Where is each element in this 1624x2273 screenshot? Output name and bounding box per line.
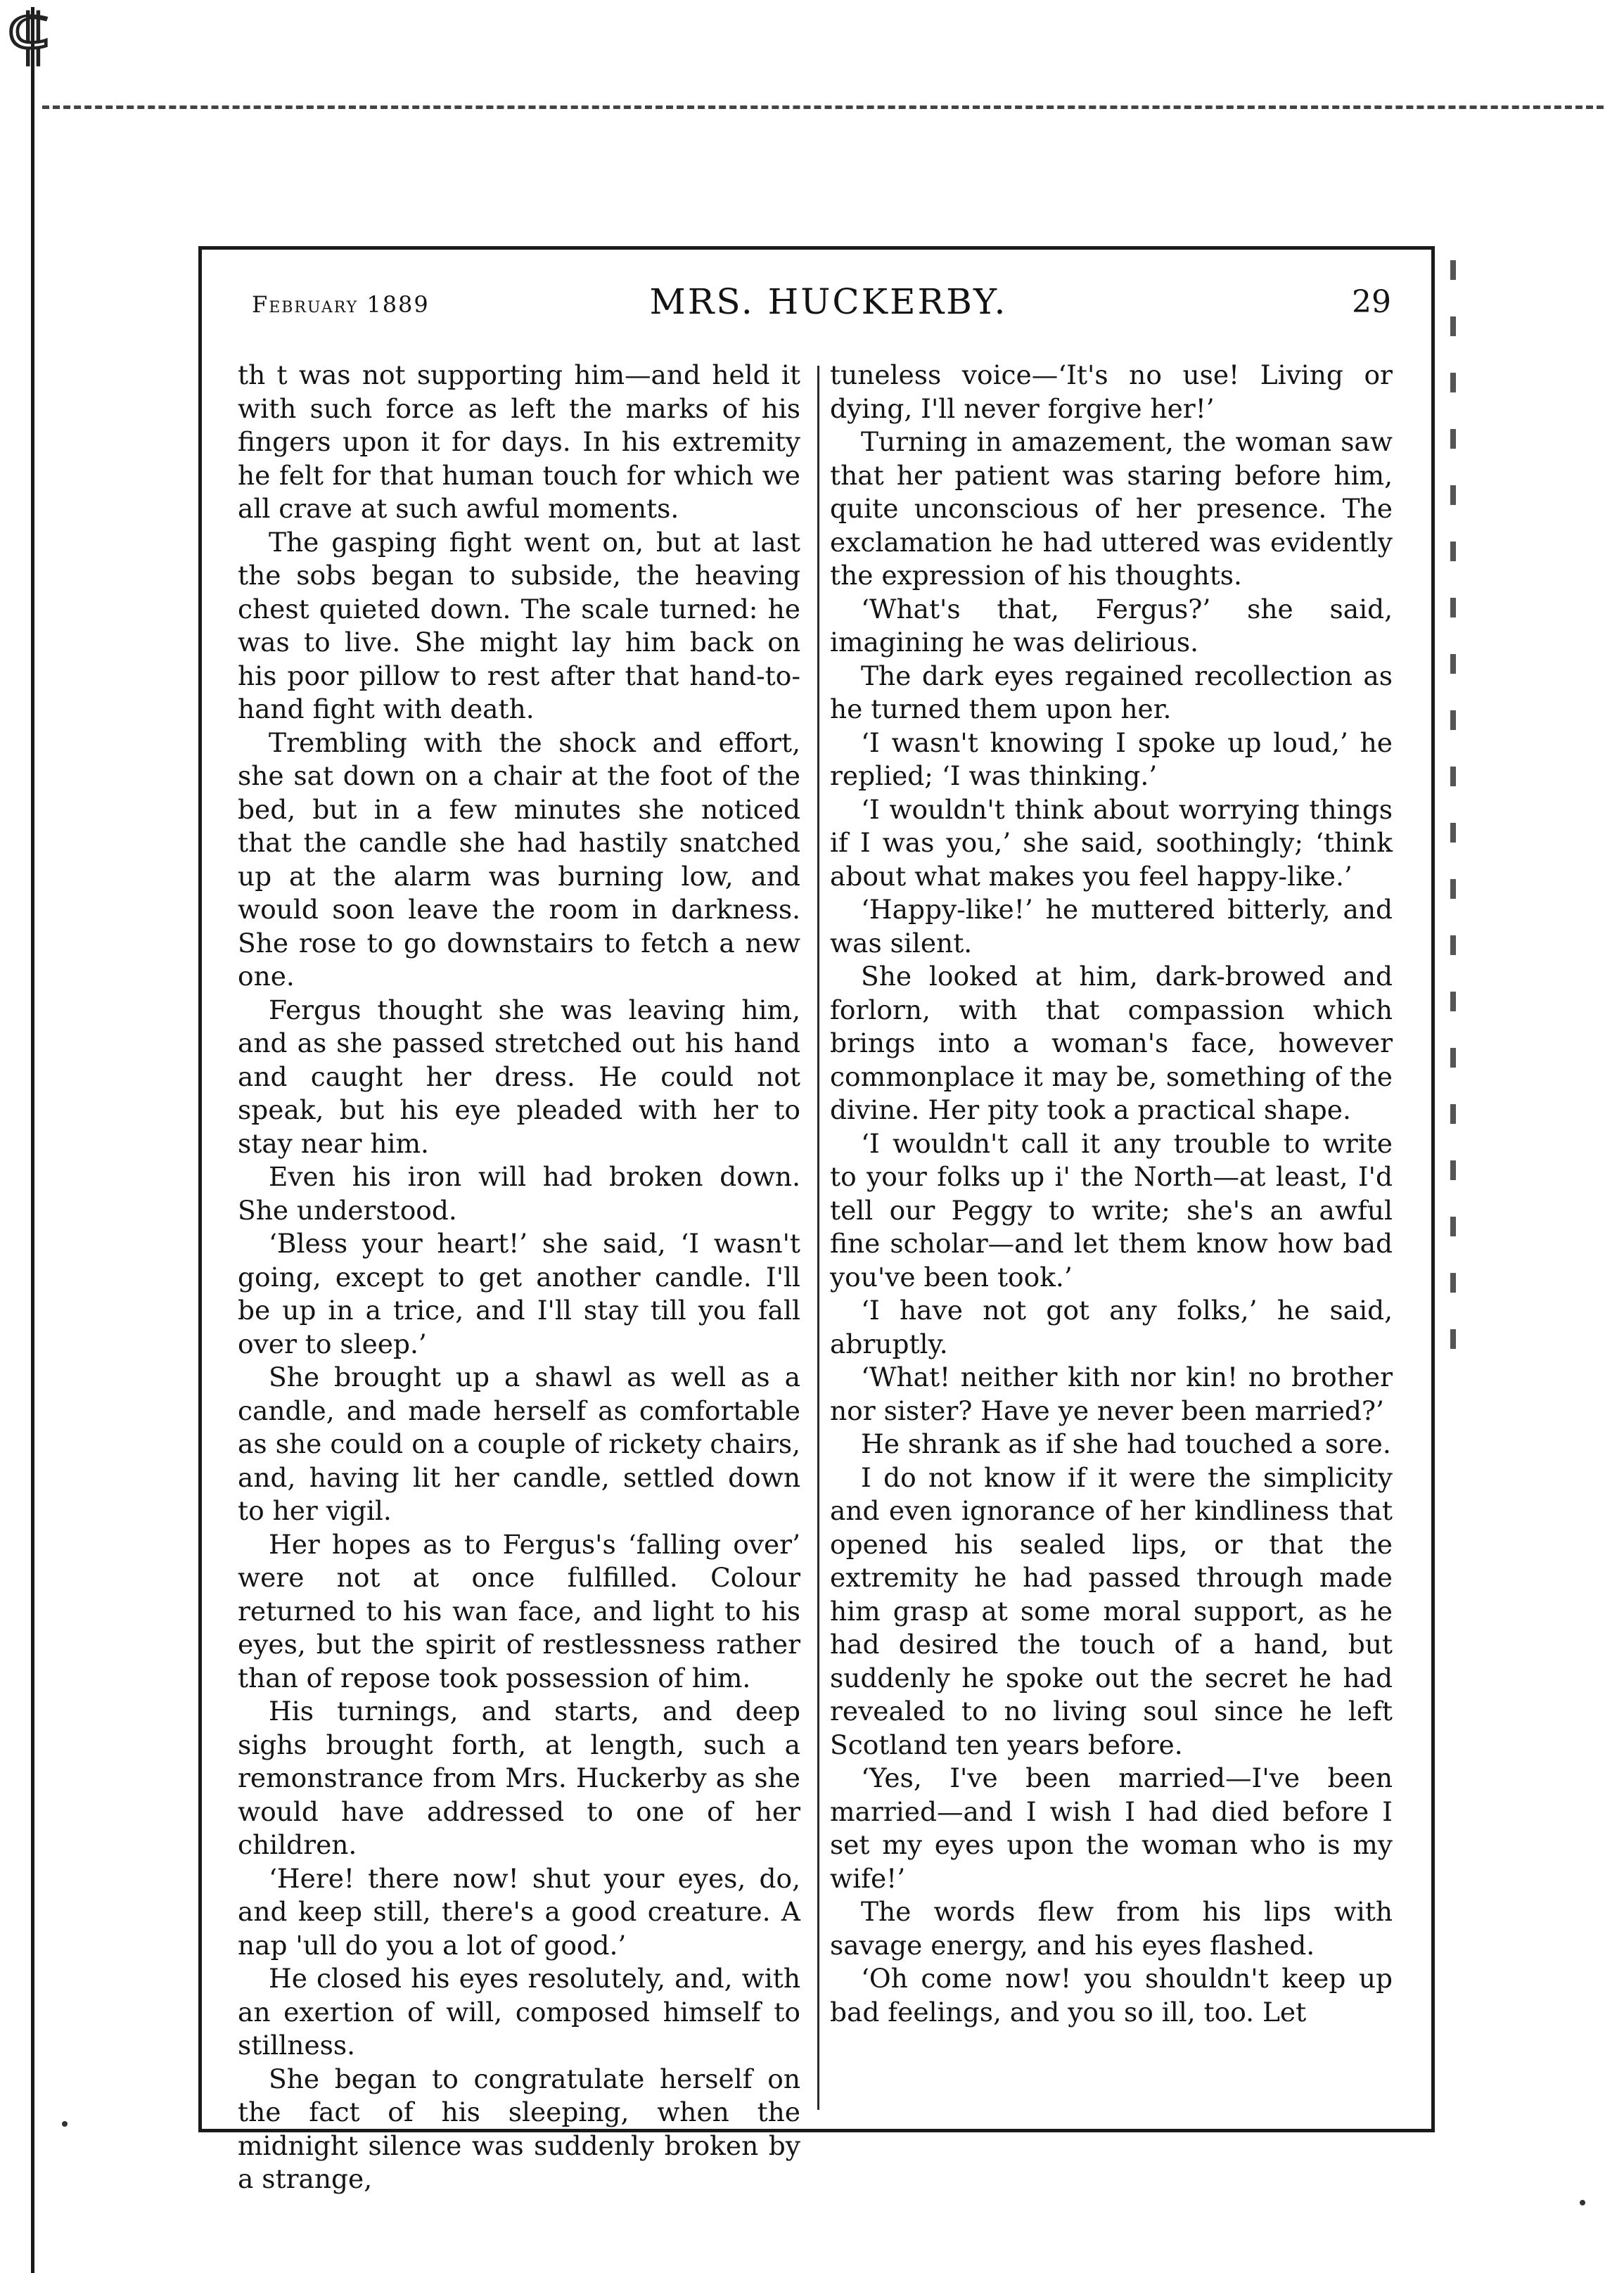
paragraph: ‘What! neither kith nor kin! no brother nor sister? Have ye never been married?’ bbox=[830, 1362, 1393, 1426]
column-divider bbox=[817, 366, 819, 2110]
paragraph: ‘I wouldn't call it any trouble to write to your folks up i' the North—at least, I'd tell our Peggy to write; she's an awful fine scholar—and let them know how bad you've been took.’ bbox=[830, 1127, 1393, 1293]
paragraph: ‘I wouldn't think about worrying things if I was you,’ she said, soothingly; ‘think about what makes you feel happy-like.’ bbox=[830, 793, 1393, 892]
paragraph: His turnings, and starts, and deep sighs brought forth, at length, such a remonstrance from Mrs. Huckerby as she would have addressed to one of her children. bbox=[238, 1696, 800, 1860]
paragraph: She looked at him, dark-browed and forlorn, with that compassion which brings into a woman's face, however commonplace it may be, something of the divine. Her pity took a practical shape. bbox=[830, 961, 1393, 1125]
paragraph: The words flew from his lips with savage energy, and his eyes flashed. bbox=[830, 1896, 1393, 1961]
paragraph: ‘I have not got any folks,’ he said, abruptly. bbox=[830, 1295, 1393, 1359]
paragraph: She brought up a shawl as well as a candle, and made herself as comfortable as she could on a couple of rickety chairs, and, having lit her candle, settled down to her vigil. bbox=[238, 1362, 800, 1526]
scan-speck bbox=[62, 2121, 68, 2127]
paragraph: ‘Here! there now! shut your eyes, do, and keep still, there's a good creature. A nap 'ull do you a lot of good.’ bbox=[238, 1862, 800, 1961]
paragraph: He shrank as if she had touched a sore. bbox=[861, 1428, 1391, 1459]
paragraph: ‘Yes, I've been married—I've been married—and I wish I had died before I set my eyes upon the woman who is my wife!’ bbox=[830, 1762, 1393, 1894]
paragraph: The dark eyes regained recollection as he turned them upon her. bbox=[830, 660, 1393, 724]
header-title: MRS. HUCKERBY. bbox=[649, 281, 1008, 322]
running-header bbox=[252, 281, 1405, 331]
scan-edge-rule bbox=[31, 7, 34, 2273]
header-date: February 1889 bbox=[252, 291, 430, 318]
paragraph: Turning in amazement, the woman saw that her patient was staring before him, quite unconscious of her presence. The exclamation he had uttered was evidently the expression of his thoughts. bbox=[830, 426, 1393, 591]
paragraph: Her hopes as to Fergus's ‘falling over’ were not at once fulfilled. Colour returned to his wan face, and light to his eyes, but the spirit of restlessness rather than of repose took possession of him. bbox=[238, 1528, 800, 1693]
paragraph: Even his iron will had broken down. She understood. bbox=[238, 1161, 800, 1226]
paragraph: He closed his eyes resolutely, and, with an exertion of will, composed himself to stillness. bbox=[238, 1963, 800, 2061]
paragraph: Trembling with the shock and effort, she sat down on a chair at the foot of the bed, but in a few minutes she noticed that the candle she had hastily snatched up at the alarm was burning low, and would soon leave the room in darkness. She rose to go downstairs to fetch a new one. bbox=[238, 726, 800, 992]
scan-right-margin-marks bbox=[1450, 260, 1456, 1357]
scan-speck bbox=[1580, 2200, 1585, 2205]
paragraph: Fergus thought she was leaving him, and as she passed stretched out his hand and caught her dress. He could not speak, but his eye pleaded with her to stay near him. bbox=[238, 994, 800, 1159]
paragraph: th t was not supporting him—and held it with such force as left the marks of his fingers upon it for days. In his extremity he felt for that human touch for which we all crave at such awful moments. bbox=[238, 359, 800, 524]
scan-top-dashed-rule bbox=[42, 105, 1604, 109]
paragraph: ‘What's that, Fergus?’ she said, imagining he was delirious. bbox=[830, 593, 1393, 658]
page-number: 29 bbox=[1352, 284, 1391, 320]
paragraph: ‘Bless your heart!’ she said, ‘I wasn't going, except to get another candle. I'll be up in a trice, and I'll stay till you fall over to sleep.’ bbox=[238, 1228, 800, 1359]
paragraph: tuneless voice—‘It's no use! Living or dying, I'll never forgive her!’ bbox=[830, 359, 1393, 424]
right-column bbox=[830, 359, 1393, 2029]
paragraph: The gasping fight went on, but at last the sobs began to subside, the heaving chest quieted down. The scale turned: he was to live. She might lay him back on his poor pillow to rest after that hand-to-hand fight with death. bbox=[238, 526, 800, 724]
scan-corner-mark: ⸿ bbox=[6, 0, 51, 74]
left-column bbox=[238, 359, 800, 2196]
paragraph: I do not know if it were the simplicity and even ignorance of her kindliness that opened his sealed lips, or that the extremity he had passed through made him grasp at some moral support, as he had desired the touch of a hand, but suddenly he spoke out the secret he had revealed to no living soul since he left Scotland ten years before. bbox=[830, 1461, 1393, 1760]
paragraph: She began to congratulate herself on the fact of his sleeping, when the midnight silence was suddenly broken by a strange, bbox=[238, 2063, 800, 2194]
paragraph: ‘Happy-like!’ he muttered bitterly, and was silent. bbox=[830, 894, 1393, 959]
paragraph: ‘Oh come now! you shouldn't keep up bad feelings, and you so ill, too. Let bbox=[830, 1963, 1393, 2028]
paragraph: ‘I wasn't knowing I spoke up loud,’ he replied; ‘I was thinking.’ bbox=[830, 726, 1393, 791]
